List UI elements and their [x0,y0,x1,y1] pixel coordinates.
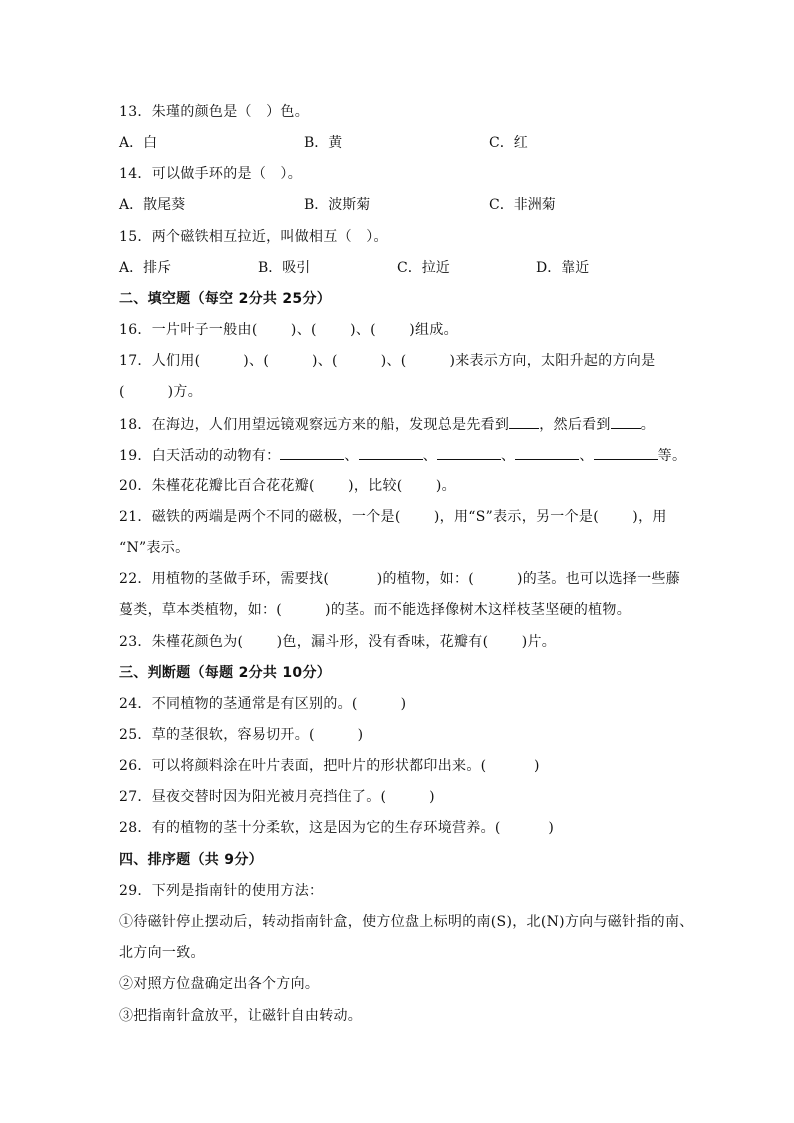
q18-text-end: 。 [640,417,656,433]
question-25: 25．草的茎很软，容易切开。( ) [119,727,364,743]
question-24: 24．不同植物的茎通常是有区别的。( ) [119,696,407,712]
question-17-line-1: 17．人们用( )、( )、( )、( )来表示方向，太阳升起的方向是 [119,353,656,369]
q15-option-c: C．拉近 [397,260,450,276]
question-22-line-2: 蔓类，草本类植物，如：( )的茎。而不能选择像树木这样枝茎坚硬的植物。 [119,602,632,618]
section-4-heading: 四、排序题（共 9分） [119,852,263,868]
step-1-line-1: ①待磁针停止摆动后，转动指南针盒，使方位盘上标明的南(S)，北(N)方向与磁针指的南、 [119,914,694,930]
question-21-line-1: 21．磁铁的两端是两个不同的磁极，一个是( )，用“S”表示，另一个是( )，用 [119,509,667,525]
question-21-line-2: “N”表示。 [119,540,190,556]
question-29: 29．下列是指南针的使用方法： [119,883,324,899]
step-1-line-2: 北方向一致。 [119,945,205,961]
q18-text-pre: 18．在海边，人们用望远镜观察远方来的船，发现总是先看到 [119,417,510,433]
q13-option-a: A．白 [119,135,158,151]
q13-option-c: C．红 [489,135,528,151]
q14-option-c: C．非洲菊 [489,197,556,213]
q13-option-b: B．黄 [304,135,343,151]
q19-blank-1 [280,445,344,460]
q19-separator: 、 [422,448,438,464]
question-13: 13．朱瑾的颜色是（ ）色。 [119,104,310,120]
q14-option-a: A．散尾葵 [119,197,186,213]
question-19 [119,445,686,466]
question-27: 27．昼夜交替时因为阳光被月亮挡住了。( ) [119,789,435,805]
question-20: 20．朱槿花花瓣比百合花花瓣( )，比较( )。 [119,478,456,494]
q18-text-mid: ，然后看到 [539,417,611,433]
question-17-line-2: ( )方。 [119,384,203,400]
q15-option-a: A．排斥 [119,260,172,276]
question-26: 26．可以将颜料涂在叶片表面，把叶片的形状都印出来。( ) [119,758,540,774]
question-16: 16．一片叶子一般由( )、( )、( )组成。 [119,322,458,338]
q18-blank-1 [509,414,539,429]
q18-blank-2 [611,414,641,429]
q19-separator: 、 [501,448,516,464]
section-3-heading: 三、判断题（每题 2分共 10分） [119,665,332,681]
q19-blank-3 [437,445,501,460]
q14-option-b: B．波斯菊 [304,197,371,213]
step-2: ②对照方位盘确定出各个方向。 [119,976,320,992]
question-22-line-1: 22．用植物的茎做手环，需要找( )的植物，如：( )的茎。也可以选择一些藤 [119,571,681,587]
question-28: 28．有的植物的茎十分柔软，这是因为它的生存环境营养。( ) [119,820,555,836]
question-23: 23．朱槿花颜色为( )色，漏斗形，没有香味，花瓣有( )片。 [119,634,557,650]
question-18 [119,414,655,435]
q19-blank-4 [515,445,579,460]
q15-option-d: D．靠近 [536,260,590,276]
step-3: ③把指南针盒放平，让磁针自由转动。 [119,1008,363,1024]
q19-separator: 、 [344,448,359,464]
question-15: 15．两个磁铁相互拉近，叫做相互（ ）。 [119,229,388,245]
q19-blank-5 [594,445,658,460]
question-14: 14．可以做手环的是（ ）。 [119,166,303,182]
section-2-heading: 二、填空题（每空 2分共 25分） [119,291,332,307]
q19-text-pre: 19．白天活动的动物有： [119,448,281,464]
q19-separator: 、 [579,448,594,464]
q19-text-end: 等。 [657,448,687,464]
q19-blank-2 [359,445,423,460]
q15-option-b: B．吸引 [258,260,311,276]
